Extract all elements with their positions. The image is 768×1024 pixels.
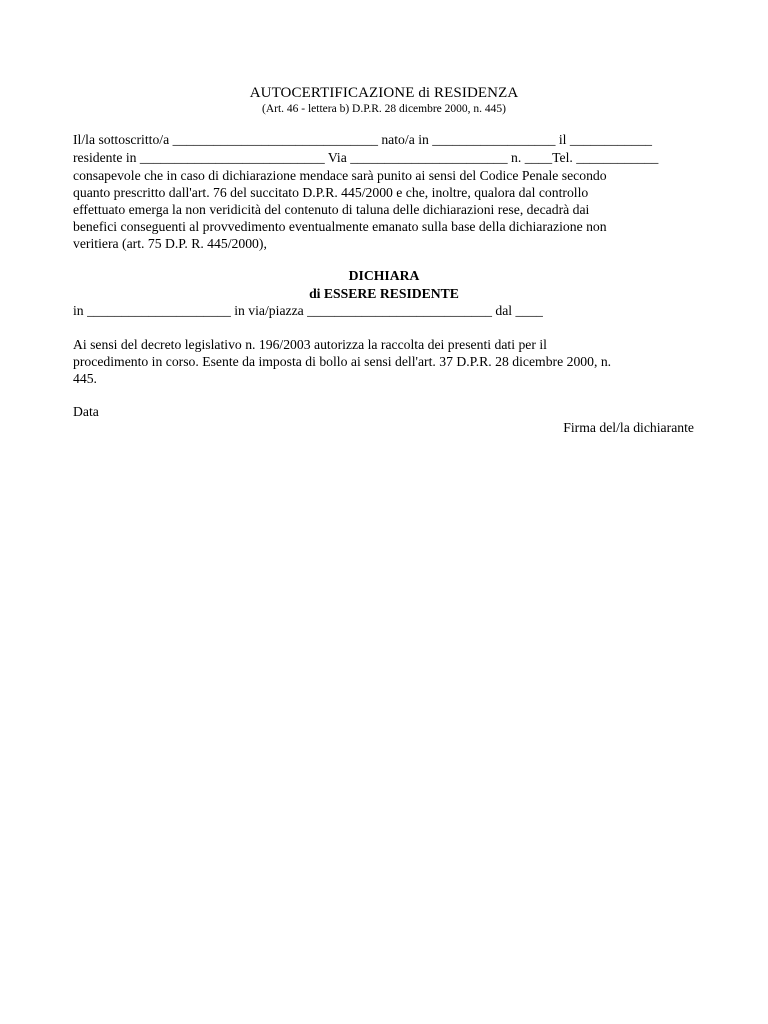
intro-line-2: residente in ___________________________ Via _______________________ n. ____Tel. ____________ (73, 150, 659, 165)
intro-line-5: effettuato emerga la non veridicità del contenuto di taluna delle dichiarazioni rese, decadrà dai (73, 202, 590, 217)
intro-line-3: consapevole che in caso di dichiarazione mendace sarà punito ai sensi del Codice Penale secondo (73, 168, 607, 183)
declaration-subheading: di ESSERE RESIDENTE (309, 286, 459, 301)
document-subtitle: (Art. 46 - lettera b) D.P.R. 28 dicembre 2000, n. 445) (261, 103, 506, 115)
privacy-line-2: procedimento in corso. Esente da imposta di bollo ai sensi dell'art. 37 D.P.R. 28 dicembre 2000, n. (73, 354, 612, 369)
residence-line: in _____________________ in via/piazza ___________________________ dal ____ (73, 303, 543, 318)
declaration-heading: DICHIARA (348, 268, 420, 283)
intro-line-4: quanto prescritto dall'art. 76 del succitato D.P.R. 445/2000 e che, inoltre, qualora dal controllo (73, 185, 589, 200)
intro-line-1: Il/la sottoscritto/a ______________________________ nato/a in __________________ il ____________ (73, 132, 653, 147)
document-title: AUTOCERTIFICAZIONE di RESIDENZA (249, 85, 519, 101)
intro-line-7: veritiera (art. 75 D.P. R. 445/2000), (73, 236, 267, 251)
privacy-line-1: Ai sensi del decreto legislativo n. 196/2003 autorizza la raccolta dei presenti dati per il (73, 337, 547, 352)
intro-line-6: benefici conseguenti al provvedimento eventualmente emanato sulla base della dichiarazione non (73, 219, 607, 234)
privacy-line-3: 445. (73, 371, 97, 386)
date-label: Data (73, 404, 99, 419)
signature-label: Firma del/la dichiarante (563, 420, 694, 435)
